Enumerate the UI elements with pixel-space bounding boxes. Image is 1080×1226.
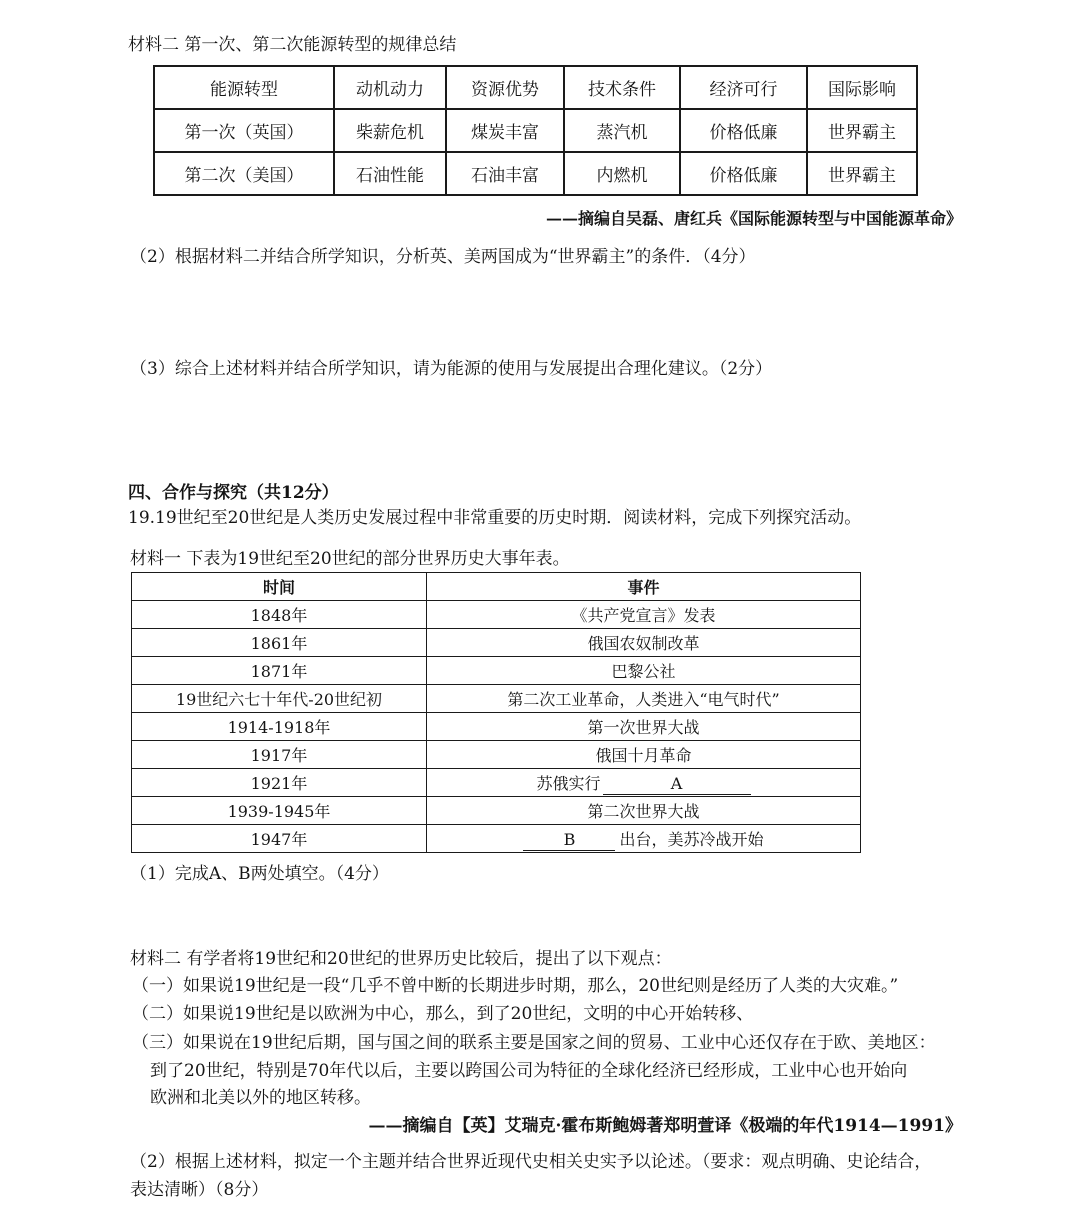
viewpoint-3: （三）如果说在19世纪后期，国与国之间的联系主要是国家之间的贸易、工业中心还仅存在于欧、美地区：: [132, 1033, 936, 1053]
table-cell: 第二次（美国）: [154, 152, 334, 195]
table-row: [154, 109, 917, 152]
table-cell-time: 1947年: [132, 825, 427, 853]
table-cell: 价格低廉: [680, 152, 807, 195]
table-header-cell: 经济可行: [680, 66, 807, 109]
table-header-cell: 国际影响: [807, 66, 917, 109]
event-suffix: 出台，美苏冷战开始: [619, 829, 764, 849]
table-header-time: 时间: [132, 573, 427, 601]
table-row: [132, 629, 861, 657]
fill-blank-a[interactable]: A: [603, 774, 751, 795]
table-cell-event: [427, 769, 861, 797]
table-cell-time: 1848年: [132, 601, 427, 629]
table-cell-time: 1871年: [132, 657, 427, 685]
table-header-cell: 资源优势: [446, 66, 564, 109]
table-cell: 蒸汽机: [564, 109, 680, 152]
table-cell: 价格低廉: [680, 109, 807, 152]
material2-source-section4: ——摘编自【英】艾瑞克·霍布斯鲍姆著郑明萱译《极端的年代1914—1991》: [368, 1116, 962, 1136]
table-header-event: 事件: [427, 573, 861, 601]
viewpoint-1: （一）如果说19世纪是一段“几乎不曾中断的长期进步时期，那么，20世纪则是经历了人类的大灾难。”: [132, 976, 899, 996]
material2-title: 材料二 第一次、第二次能源转型的规律总结: [128, 35, 457, 55]
table-cell-event: 第二次世界大战: [427, 797, 861, 825]
table-cell: 世界霸主: [807, 109, 917, 152]
fill-blank-b[interactable]: B: [523, 830, 615, 851]
table-row: [132, 797, 861, 825]
question-19-2-cont: 表达清晰）（8分）: [130, 1180, 269, 1200]
table-cell: 内燃机: [564, 152, 680, 195]
table-row: [132, 657, 861, 685]
table-row: [132, 769, 861, 797]
question-19-1: （1）完成A、B两处填空。（4分）: [130, 864, 389, 884]
material1-title: 材料一 下表为19世纪至20世纪的部分世界历史大事年表。: [130, 549, 570, 569]
question-19-2: （2）根据上述材料，拟定一个主题并结合世界近现代史相关史实予以论述。（要求：观点明确、史论结合，: [130, 1152, 932, 1172]
table-row: [132, 601, 861, 629]
table-cell: 第一次（英国）: [154, 109, 334, 152]
section4-title: 四、合作与探究（共12分）: [128, 483, 339, 503]
viewpoint-3-cont: 到了20世纪，特别是70年代以后，主要以跨国公司为特征的全球化经济已经形成，工业中心也开始向: [150, 1061, 908, 1081]
history-events-table: [131, 572, 861, 853]
table-row: [132, 825, 861, 853]
table-header-cell: 能源转型: [154, 66, 334, 109]
table-cell: 世界霸主: [807, 152, 917, 195]
table-cell: 石油丰富: [446, 152, 564, 195]
material2-source: ——摘编自吴磊、唐红兵《国际能源转型与中国能源革命》: [545, 209, 962, 228]
table-row: [154, 152, 917, 195]
question-3-3: （3）综合上述材料并结合所学知识，请为能源的使用与发展提出合理化建议。（2分）: [130, 359, 773, 379]
question-3-2: （2）根据材料二并结合所学知识，分析英、美两国成为“世界霸主”的条件．（4分）: [130, 247, 756, 267]
table-cell-event: 第一次世界大战: [427, 713, 861, 741]
viewpoint-3-cont: 欧洲和北美以外的地区转移。: [150, 1088, 371, 1108]
table-cell-time: 1914-1918年: [132, 713, 427, 741]
table-header-cell: 动机动力: [334, 66, 446, 109]
table-header-row: [132, 573, 861, 601]
table-cell-event: [427, 825, 861, 853]
energy-transition-table: [153, 65, 918, 196]
table-cell-event: 俄国农奴制改革: [427, 629, 861, 657]
table-cell-event: 第二次工业革命，人类进入“电气时代”: [427, 685, 861, 713]
table-cell-event: 《共产党宣言》发表: [427, 601, 861, 629]
question-19-intro: 19.19世纪至20世纪是人类历史发展过程中非常重要的历史时期．阅读材料，完成下列探究活动。: [128, 508, 862, 528]
table-cell-time: 1939-1945年: [132, 797, 427, 825]
table-header-cell: 技术条件: [564, 66, 680, 109]
table-header-row: [154, 66, 917, 109]
event-prefix: 苏俄实行: [536, 773, 601, 793]
material2-intro: 材料二 有学者将19世纪和20世纪的世界历史比较后，提出了以下观点：: [130, 949, 672, 969]
table-cell-event: 俄国十月革命: [427, 741, 861, 769]
table-cell-time: 1921年: [132, 769, 427, 797]
table-cell-time: 1861年: [132, 629, 427, 657]
table-row: [132, 741, 861, 769]
table-cell-time: 1917年: [132, 741, 427, 769]
table-row: [132, 685, 861, 713]
table-cell: 煤炭丰富: [446, 109, 564, 152]
table-row: [132, 713, 861, 741]
table-cell-event: 巴黎公社: [427, 657, 861, 685]
viewpoint-2: （二）如果说19世纪是以欧洲为中心，那么，到了20世纪，文明的中心开始转移、: [132, 1004, 754, 1024]
table-cell: 柴薪危机: [334, 109, 446, 152]
table-cell-time: 19世纪六七十年代-20世纪初: [132, 685, 427, 713]
table-cell: 石油性能: [334, 152, 446, 195]
